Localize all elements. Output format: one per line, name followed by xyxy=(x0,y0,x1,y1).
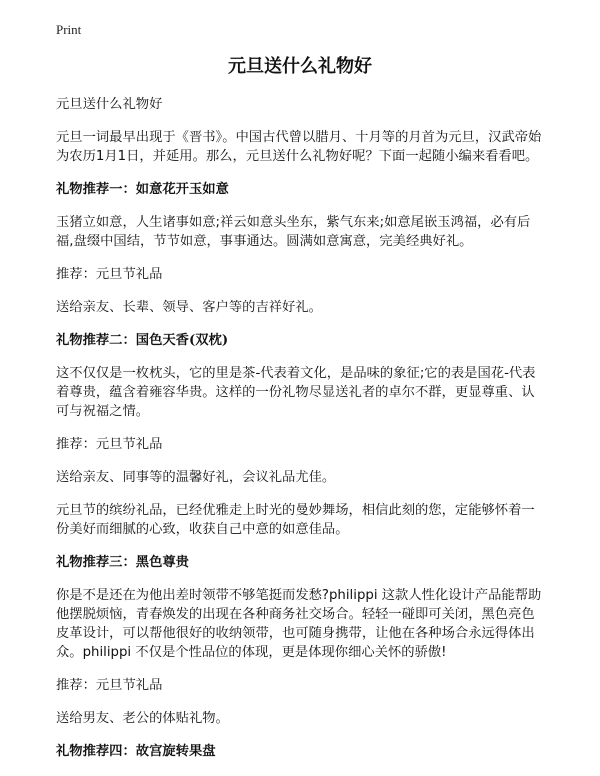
intro-paragraph: 元旦一词最早出现于《晋书》。中国古代曾以腊月、十月等的月首为元旦，汉武帝始为农历1月1日，并延用。那么，元旦送什么礼物好呢？下面一起随小编来看看吧。 xyxy=(56,130,542,164)
section-2-extra: 元旦节的缤纷礼品，已经优雅走上时光的曼妙舞场，相信此刻的您，定能够怀着一份美好而细腻的心致，收获自己中意的如意佳品。 xyxy=(56,503,535,537)
section-1-recommendation: 推荐：元旦节礼品 xyxy=(56,267,163,282)
section-heading-2: 礼物推荐二：国色天香(双枕) xyxy=(56,333,229,348)
section-2-description: 这不仅仅是一枚枕头，它的里是茶-代表着文化，是品味的象征;它的表是国花-代表着尊贵，蕴含着雍容华贵。这样的一份礼物尽显送礼者的卓尔不群，更显尊重、认可与祝福之情。 xyxy=(56,366,536,419)
print-link[interactable]: Print xyxy=(56,22,82,37)
section-2-target: 送给亲友、同事等的温馨好礼，会议礼品尤佳。 xyxy=(56,470,336,485)
section-heading-4: 礼物推荐四：故宫旋转果盘 xyxy=(56,744,216,759)
section-1-description: 玉猪立如意，人生诸事如意;祥云如意头坐东，紫气东来;如意尾嵌玉鸿福，必有后福,盘缀中国结，节节如意，事事通达。圆满如意寓意，完美经典好礼。 xyxy=(56,215,531,249)
section-3-recommendation: 推荐：元旦节礼品 xyxy=(56,678,163,693)
section-1-target: 送给亲友、长辈、领导、客户等的吉祥好礼。 xyxy=(56,300,322,315)
section-3-target: 送给男友、老公的体贴礼物。 xyxy=(56,711,229,726)
section-3-description: 你是不是还在为他出差时领带不够笔挺而发愁?philippi 这款人性化设计产品能帮助他摆脱烦恼，青春焕发的出现在各种商务社交场合。轻轻一碰即可关闭，黑色亮色皮革设计，可以帮他很好的收纳领带，也可随身携带，让他在各种场合永远得体出众。philippi 不仅是个性品位的体现，更是体现你细心关怀的骄傲! xyxy=(56,588,542,660)
section-2-recommendation: 推荐：元旦节礼品 xyxy=(56,437,163,452)
section-heading-3: 礼物推荐三：黑色尊贵 xyxy=(56,555,189,570)
page-title: 元旦送什么礼物好 xyxy=(228,56,372,77)
section-heading-1: 礼物推荐一：如意花开玉如意 xyxy=(56,182,229,197)
article-body xyxy=(56,95,546,775)
article-subtitle: 元旦送什么礼物好 xyxy=(56,97,163,112)
